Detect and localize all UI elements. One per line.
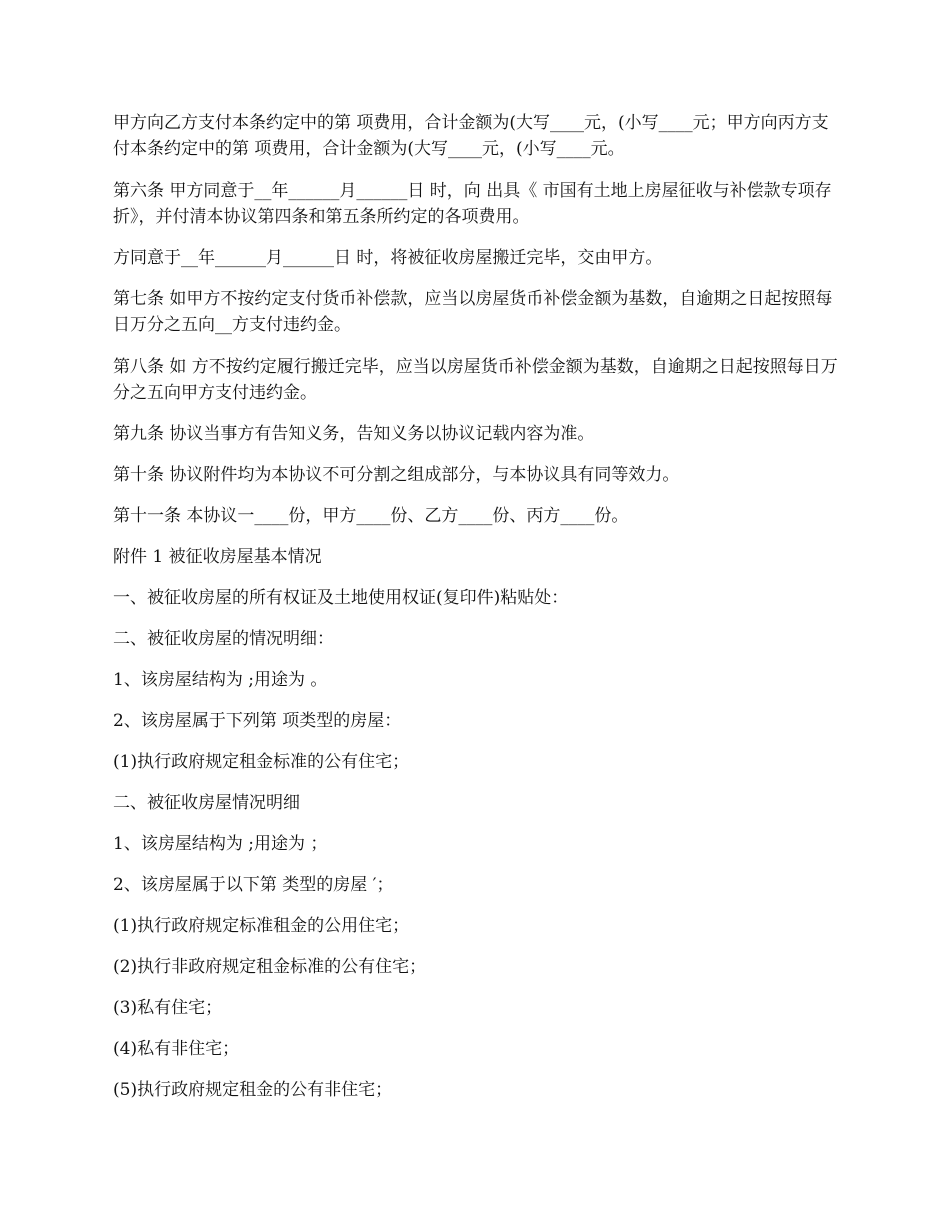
house-structure-item: 1、该房屋结构为 ;用途为 。	[113, 670, 328, 690]
section-2-heading: 二、被征收房屋的情况明细：	[113, 629, 334, 649]
type-option-1: (1)执行政府规定租金标准的公有住宅；	[113, 752, 410, 772]
article-8-paragraph: 第八条 如 方不按约定履行搬迁完毕，应当以房屋货币补偿金额为基数，自逾期之日起按照每日万分之五向甲方支付违约金。	[113, 356, 838, 403]
article-11-paragraph: 第十一条 本协议一____份，甲方____份、乙方____份、丙方____份。	[113, 506, 629, 526]
house-structure-item-repeat: 1、该房屋结构为 ;用途为 ；	[113, 834, 328, 854]
section-1-heading: 一、被征收房屋的所有权证及土地使用权证(复印件)粘贴处：	[113, 588, 569, 608]
payment-clause-paragraph: 甲方向乙方支付本条约定中的第 项费用，合计金额为(大写____元，(小写____元；甲方向丙方支付本条约定中的第 项费用，合计金额为(大写____元，(小写____元。	[113, 113, 829, 159]
house-type-item-repeat: 2、该房屋属于以下第 类型的房屋 ′；	[113, 875, 394, 895]
type-option-3: (3)私有住宅；	[113, 998, 223, 1018]
article-6-paragraph: 第六条 甲方同意于__年______月______日 时，向 出具《 市国有土地上房屋征收与补偿款专项存折》，并付清本协议第四条和第五条所约定的各项费用。	[113, 180, 832, 227]
section-2-heading-repeat: 二、被征收房屋情况明细	[113, 793, 300, 813]
type-option-2: (2)执行非政府规定租金标准的公有住宅；	[113, 957, 427, 977]
article-10-paragraph: 第十条 协议附件均为本协议不可分割之组成部分，与本协议具有同等效力。	[113, 465, 680, 485]
type-option-5: (5)执行政府规定租金的公有非住宅；	[113, 1080, 393, 1100]
appendix-1-heading: 附件 1 被征收房屋基本情况	[113, 547, 322, 567]
document-body	[113, 110, 843, 1118]
article-7-paragraph: 第七条 如甲方不按约定支付货币补偿款，应当以房屋货币补偿金额为基数，自逾期之日起按照每日万分之五向__方支付违约金。	[113, 289, 833, 335]
type-option-1-repeat: (1)执行政府规定标准租金的公用住宅；	[113, 916, 410, 936]
house-type-item: 2、该房屋属于下列第 项类型的房屋：	[113, 711, 402, 731]
relocation-date-paragraph: 方同意于__年______月______日 时，将被征收房屋搬迁完毕，交由甲方。	[113, 248, 663, 268]
type-option-4: (4)私有非住宅；	[113, 1039, 240, 1059]
article-9-paragraph: 第九条 协议当事方有告知义务，告知义务以协议记载内容为准。	[113, 424, 595, 444]
